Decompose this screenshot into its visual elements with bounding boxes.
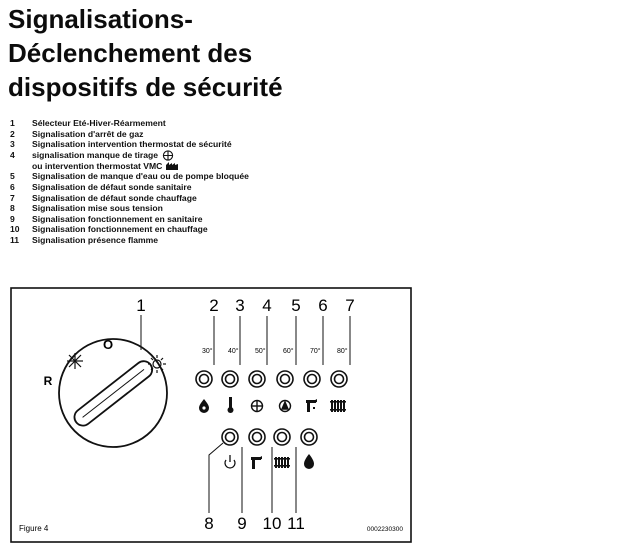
callout-1: 1 [136, 296, 146, 315]
callout-9: 9 [237, 514, 247, 533]
legend-item: 6 Signalisation de défaut sonde sanitaire [10, 181, 192, 192]
figure-code: 0002230300 [366, 526, 403, 533]
page-title [8, 2, 368, 104]
indicator-lamp-11 [301, 429, 317, 445]
figure-caption: Figure 4 [19, 524, 49, 533]
selector-label-r: R [43, 374, 53, 388]
legend-item: ou intervention thermostat VMC [10, 161, 350, 172]
selector-label-o: O [102, 337, 114, 352]
indicator-lamp-7 [331, 371, 347, 387]
fan-icon [251, 400, 263, 412]
legend-item: 3 Signalisation intervention thermostat de sécurité [10, 139, 232, 150]
legend-item: 5 Signalisation de manque d'eau ou de pompe bloquée [10, 171, 249, 182]
control-panel-figure [10, 287, 412, 543]
callout-11: 11 [287, 514, 305, 533]
indicator-lamp-10 [274, 429, 290, 445]
indicator-lamp-5 [277, 371, 293, 387]
callout-8: 8 [204, 514, 214, 533]
indicator-lamp-2 [196, 371, 212, 387]
callout-2: 2 [209, 296, 219, 315]
indicator-lamp-9 [249, 429, 265, 445]
legend-item: 10 Signalisation fonctionnement en chauffage [10, 224, 208, 235]
radiator-icon [330, 400, 346, 412]
temp-label: 50° [255, 348, 266, 355]
legend-item: 2 Signalisation d'arrêt de gaz [10, 128, 144, 139]
title-line-2: Déclenchement des [8, 38, 253, 68]
legend-item: 4 signalisation manque de tirage [10, 150, 350, 161]
callout-4: 4 [262, 296, 272, 315]
temp-label: 40° [228, 348, 239, 355]
radiator-icon [274, 457, 290, 468]
legend-item: 11 Signalisation présence flamme [10, 234, 159, 245]
fan-icon [161, 150, 175, 161]
temp-label: 30° [202, 348, 213, 355]
indicator-lamp-6 [304, 371, 320, 387]
title-line-3: dispositifs de sécurité [8, 72, 283, 102]
legend-item: 1 Sélecteur Eté-Hiver-Réarmement [10, 118, 166, 128]
vmc-icon [165, 161, 179, 171]
temp-label: 80° [337, 348, 348, 355]
indicator-lamp-8 [222, 429, 238, 445]
callout-10: 10 [262, 514, 282, 533]
title-line-1: Signalisations- [8, 4, 193, 34]
indicator-lamp-4 [249, 371, 265, 387]
temp-label: 70° [310, 348, 321, 355]
snowflake-icon [67, 353, 83, 369]
indicator-lamp-3 [222, 371, 238, 387]
callout-5: 5 [291, 296, 301, 315]
temp-label: 60° [283, 348, 294, 355]
callout-7: 7 [345, 296, 355, 315]
legend-item: 8 Signalisation mise sous tension [10, 203, 163, 214]
legend-item: 9 Signalisation fonctionnement en sanitaire [10, 213, 203, 224]
legend-list [10, 118, 350, 246]
callout-3: 3 [235, 296, 245, 315]
callout-6: 6 [318, 296, 328, 315]
legend-item: 7 Signalisation de défaut sonde chauffage [10, 192, 197, 203]
